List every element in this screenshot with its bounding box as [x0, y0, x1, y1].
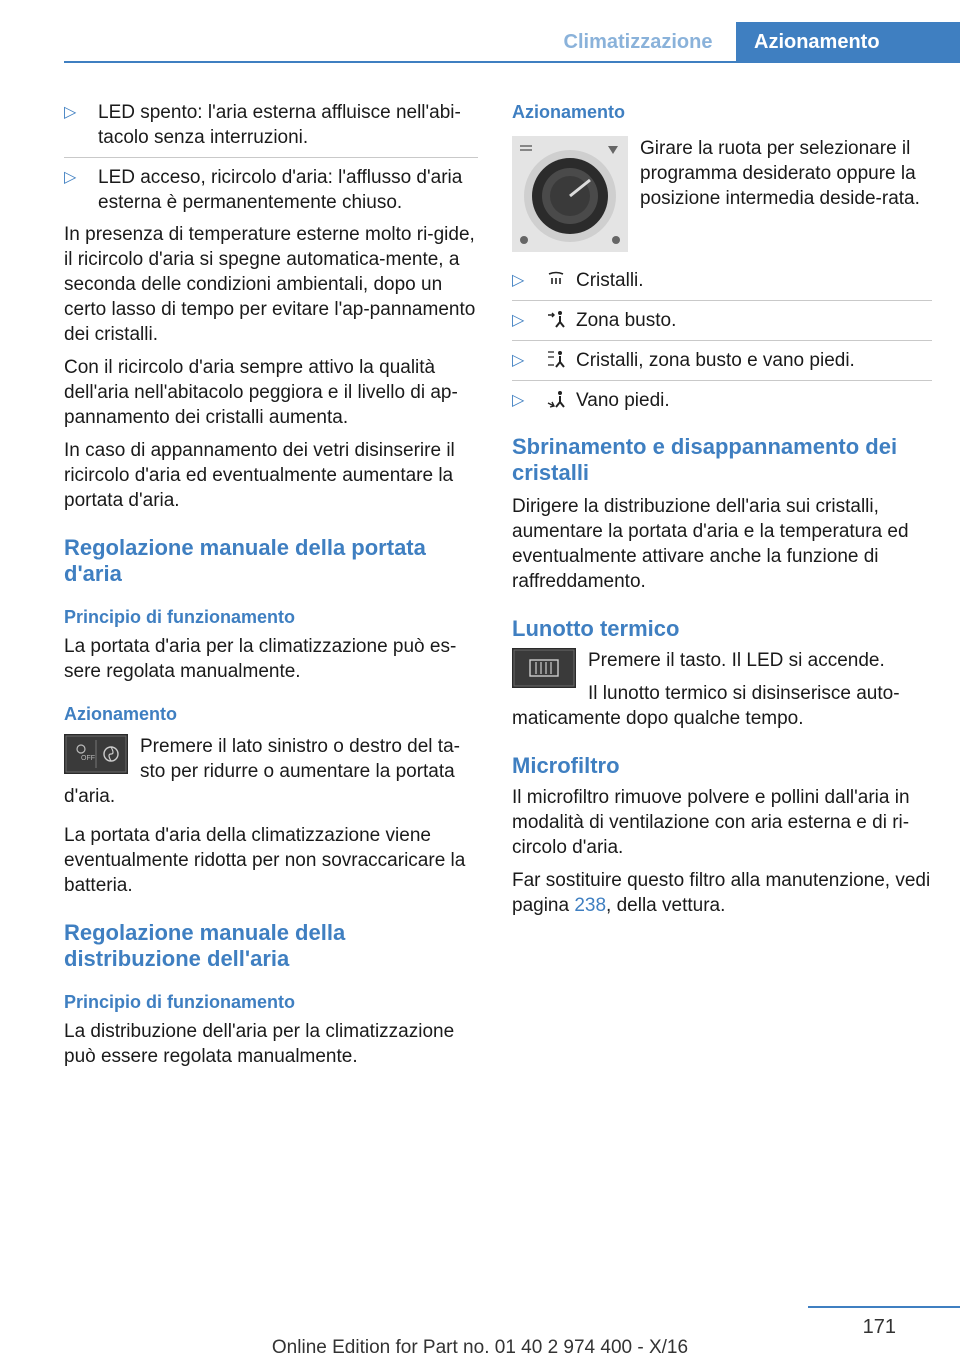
list-item-text: Vano piedi. [576, 390, 670, 411]
bullet-triangle-icon: ▷ [512, 272, 525, 289]
bullet-triangle-icon: ▷ [64, 104, 77, 121]
paragraph: La portata d'aria per la climatizzazione può es-sere regolata manualmente. [64, 636, 457, 682]
paragraph: La distribuzione dell'aria per la climatizzazione può essere regolata manualmente. [64, 1021, 455, 1067]
subheading-azionamento: Azionamento [512, 102, 626, 122]
divider [512, 340, 932, 341]
bullet-triangle-icon: ▷ [64, 169, 77, 186]
divider [512, 300, 932, 301]
list-item [64, 165, 478, 215]
airflow-button-image [64, 734, 128, 774]
divider [512, 380, 932, 381]
lunotto-block [512, 648, 932, 731]
heading-portata: Regolazione manuale della portata d'aria [64, 535, 426, 586]
heading-distribuzione: Regolazione manuale della distribuzione dell'aria [64, 920, 346, 971]
page-link-238[interactable]: 238 [574, 895, 607, 916]
paragraph-text: Far sostituire questo filtro alla manutenzione, vedi pagina [512, 870, 931, 916]
divider [64, 157, 478, 158]
paragraph: Il lunotto termico si disinserisce auto-maticamente dopo qualche tempo. [512, 683, 900, 729]
list-item [512, 388, 932, 413]
bullet-triangle-icon: ▷ [512, 392, 525, 409]
left-column [64, 100, 478, 1077]
paragraph-text: , della vettura. [606, 895, 726, 916]
upper-body-airflow-icon [546, 309, 566, 329]
list-item-text: Zona busto. [576, 310, 677, 331]
header-chapter-tab: Azionamento [736, 22, 960, 62]
subheading-principio: Principio di funzionamento [64, 992, 295, 1012]
paragraph: Dirigere la distribuzione dell'aria sui cristalli, aumentare la portata d'aria e la temperatura ed eventualmente attivare anche la funzione di raffreddamento. [512, 496, 909, 592]
list-item [512, 268, 932, 293]
footer-rule [808, 1306, 960, 1308]
heading-lunotto: Lunotto termico [512, 616, 680, 641]
list-item-text: LED acceso, ricircolo d'aria: l'afflusso d'aria esterna è permanentemente chiuso. [98, 167, 463, 213]
heading-microfiltro: Microfiltro [512, 753, 620, 778]
svg-text:OFF: OFF [81, 755, 95, 762]
subheading-principio: Principio di funzionamento [64, 607, 295, 627]
paragraph: Con il ricircolo d'aria sempre attivo la qualità dell'aria nell'abitacolo peggiora e il livello di ap-pannamento dei cristalli aumenta. [64, 357, 458, 428]
paragraph: La portata d'aria della climatizzazione viene eventualmente ridotta per non sovraccaricare la batteria. [64, 825, 466, 896]
subheading-azionamento: Azionamento [64, 704, 178, 724]
right-column [512, 100, 932, 926]
ruota-block [512, 136, 932, 256]
air-distribution-knob-image [512, 136, 628, 252]
header-rule [64, 61, 960, 63]
list-item [64, 100, 478, 150]
paragraph: Girare la ruota per selezionare il programma desiderato oppure la posizione intermedia deside-rata. [640, 138, 920, 209]
bullet-triangle-icon: ▷ [512, 352, 525, 369]
portata-block [64, 734, 478, 809]
paragraph: In caso di appannamento dei vetri disinserire il ricircolo d'aria ed eventualmente aumentare la portata d'aria. [64, 440, 455, 511]
windshield-defrost-icon [546, 269, 566, 289]
paragraph: Il microfiltro rimuove polvere e pollini dall'aria in modalità di ventilazione con aria esterna e di ri-circolo d'aria. [512, 787, 910, 858]
bullet-triangle-icon: ▷ [512, 312, 525, 329]
heading-sbrinamento: Sbrinamento e disappannamento dei cristalli [512, 434, 898, 485]
list-item-text: Cristalli. [576, 270, 644, 291]
list-item [512, 348, 932, 373]
list-item [512, 308, 932, 333]
page-number: 171 [862, 1316, 896, 1338]
edition-footer: Online Edition for Part no. 01 40 2 974 400 - X/16 [271, 1337, 689, 1358]
paragraph: Premere il tasto. Il LED si accende. [588, 650, 885, 671]
paragraph [512, 868, 932, 918]
list-item-text: LED spento: l'aria esterna affluisce nell'abi-tacolo senza interruzioni. [98, 102, 461, 148]
header-section-tab: Climatizzazione [563, 30, 713, 53]
rear-window-defrost-button-image [512, 648, 576, 688]
paragraph: In presenza di temperature esterne molto ri-gide, il ricircolo d'aria si spegne automatica-mente, a seconda delle condizioni ambientali, dopo un certo lasso di tempo per evitare l'ap-pannamento dei cristalli. [64, 224, 476, 345]
all-zones-airflow-icon [546, 349, 566, 369]
paragraph: Premere il lato sinistro o destro del ta-sto per ridurre o aumentare la portata d'aria. [64, 736, 460, 807]
footwell-airflow-icon [546, 389, 566, 409]
list-item-text: Cristalli, zona busto e vano piedi. [576, 350, 855, 371]
